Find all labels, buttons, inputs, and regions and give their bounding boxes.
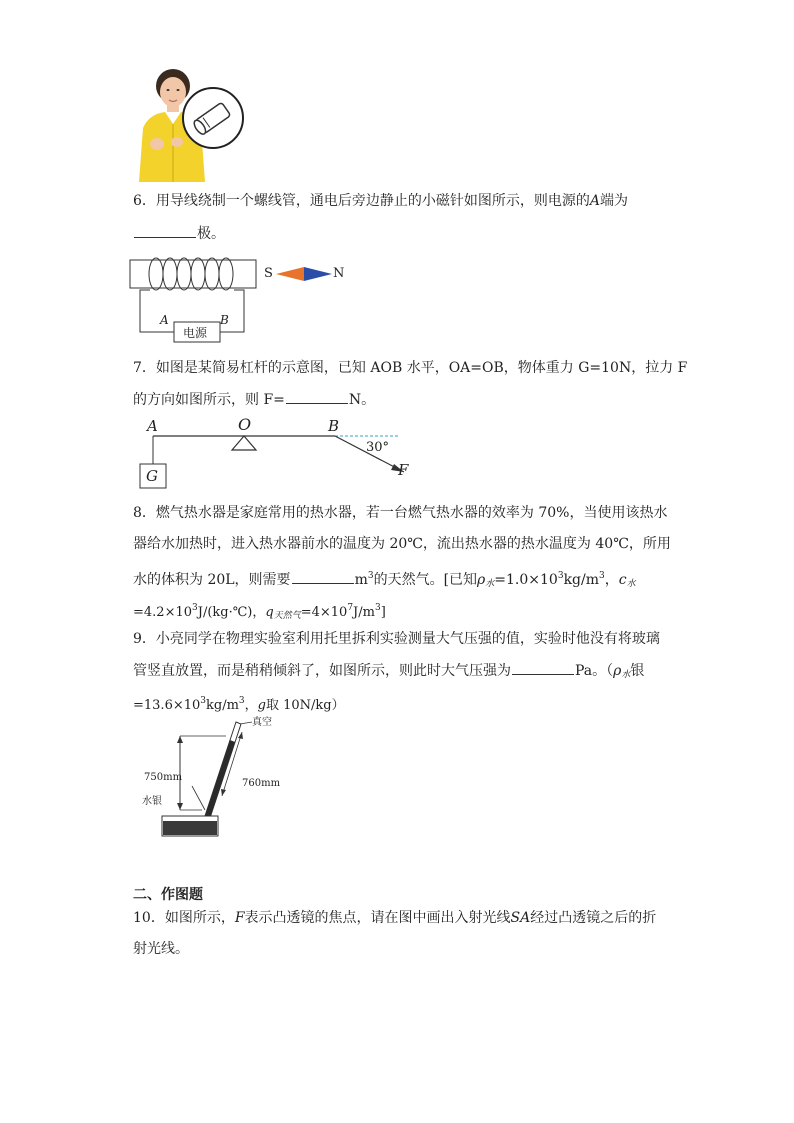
q6-figure-solenoid xyxy=(128,254,358,346)
q8-line3: 水的体积为 20L，则需要 $m^3$的天然气。[已知$\rho_水=1.0\times 10^3kg/m^3$，$c_水$ xyxy=(133,571,636,589)
q7-line2 xyxy=(133,391,375,408)
q7-label-a: A xyxy=(147,417,158,435)
q9-rho-sub: 水 xyxy=(621,670,631,680)
q7-label-o: O xyxy=(238,415,252,434)
q8-text-3b: m xyxy=(354,572,368,588)
q8-answer-blank[interactable] xyxy=(292,571,354,584)
q7-angle-label: 30° xyxy=(366,440,390,455)
q9-text-2b: Pa。（ xyxy=(575,663,614,679)
q9-text-1: 小亮同学在物理实验室利用托里拆利实验测量大气压强的值，实验时他没有将玻璃 xyxy=(155,631,660,647)
q9-label-760: 760mm xyxy=(242,778,281,789)
q8-q-val: =4×10 xyxy=(300,605,348,620)
q7-number: 7． xyxy=(133,360,156,376)
q6-text-end: 极。 xyxy=(197,226,225,242)
q7-answer-blank[interactable] xyxy=(286,391,348,404)
q6-power-label: 电源 xyxy=(183,326,208,340)
q6-number: 6． xyxy=(133,193,156,209)
q9-rho: ρ xyxy=(613,663,622,679)
q8-text-3c: 的天然气。[已知 xyxy=(373,572,478,588)
q7-label-g: G xyxy=(146,467,158,485)
q8-line2 xyxy=(133,536,671,552)
q7-line1 xyxy=(133,360,687,376)
q9-rho-after: 银 xyxy=(630,663,645,679)
photo-girl-with-lens xyxy=(135,62,245,182)
q8-q: q xyxy=(265,605,274,620)
q10-var-f: F xyxy=(234,910,245,926)
q6-label-a: A xyxy=(160,313,169,327)
q8-text-2: 器给水加热时，进入热水器前水的温度为 20℃，流出热水器的热水温度为 40℃，所用 xyxy=(133,536,671,552)
q9-number: 9． xyxy=(133,631,156,647)
section-heading-drawing: 二、作图题 xyxy=(133,887,203,903)
q8-c-val: =4.2×10 xyxy=(133,605,193,620)
q6-line2 xyxy=(133,225,225,242)
q9-label-mercury: 水银 xyxy=(142,796,162,807)
q9-text-3a: =13.6×10 xyxy=(133,698,201,713)
q8-rho-sub: 水 xyxy=(485,579,495,589)
q6-text-b: 端为 xyxy=(600,193,629,209)
q7-label-b: B xyxy=(328,417,340,435)
q8-c-unit: J/(kg·℃)， xyxy=(197,605,266,620)
q10-line2 xyxy=(133,941,189,957)
q8-line1 xyxy=(133,505,668,521)
q8-q-unit: J/m xyxy=(353,605,375,620)
q8-c: c xyxy=(618,572,627,588)
q10-line1 xyxy=(133,910,656,926)
q8-rho: ρ xyxy=(477,572,486,588)
q9-answer-blank[interactable] xyxy=(512,662,574,675)
q6-line1 xyxy=(133,193,628,209)
q8-q-sub: 天然气 xyxy=(273,611,301,621)
q7-text-2a: 的方向如图所示，则 F= xyxy=(133,392,285,408)
q9-text-3b: kg/m xyxy=(206,698,239,713)
q7-text-1: 如图是某简易杠杆的示意图，已知 AOB 水平，OA=OB，物体重力 G=10N，拉力 F xyxy=(155,360,688,376)
q9-label-750: 750mm xyxy=(144,772,183,783)
q6-text-a: 用导线绕制一个螺线管，通电后旁边静止的小磁针如图所示，则电源的 xyxy=(155,193,590,209)
q9-text-3d: 取 10N/kg） xyxy=(266,698,345,713)
q8-line4: $=4.2\times 10^3J/(kg\cdot℃)$，$q_{天然气}=4\times 10^7J/m^3$] xyxy=(133,603,386,621)
q9-line2 xyxy=(133,662,644,683)
q10-var-sa: SA xyxy=(510,910,531,926)
q10-text-2: 射光线。 xyxy=(133,941,189,957)
q9-line3: $=13.6\times 10^3kg/m^3$，g取 10N/kg） xyxy=(133,696,345,713)
q6-label-s: S xyxy=(264,266,273,281)
q6-label-n: N xyxy=(333,266,345,281)
q6-label-b: B xyxy=(220,313,229,327)
q8-q-end: ] xyxy=(380,605,386,620)
q7-figure-lever xyxy=(138,416,418,490)
q9-line1 xyxy=(133,631,660,647)
q10-text-a: 如图所示， xyxy=(164,910,235,926)
q8-number: 8． xyxy=(133,505,156,521)
q7-label-f: F xyxy=(398,461,409,479)
q9-label-vacuum: 真空 xyxy=(252,717,272,728)
q9-g: g xyxy=(257,698,266,713)
q7-text-2b: N。 xyxy=(348,392,376,408)
q9-text-2a: 管竖直放置，而是稍稍倾斜了，如图所示，则此时大气压强为 xyxy=(133,663,511,679)
q8-text-1: 燃气热水器是家庭常用的热水器，若一台燃气热水器的效率为 70%，当使用该热水 xyxy=(155,505,668,521)
q9-figure-torricelli xyxy=(140,714,280,842)
q8-rho-val: =1.0×10 xyxy=(494,572,558,588)
q8-c-sub: 水 xyxy=(626,579,636,589)
q10-text-b: 表示凸透镜的焦点，请在图中画出入射光线 xyxy=(244,910,511,926)
q6-answer-blank[interactable] xyxy=(134,225,196,238)
q9-text-3c: ， xyxy=(244,698,258,713)
q10-text-c: 经过凸透镜之后的折 xyxy=(530,910,657,926)
q8-rho-unit: kg/m xyxy=(563,572,600,588)
q6-var-a: A xyxy=(589,193,601,209)
q8-text-3a: 水的体积为 20L，则需要 xyxy=(133,572,291,588)
q10-number: 10． xyxy=(133,910,165,926)
